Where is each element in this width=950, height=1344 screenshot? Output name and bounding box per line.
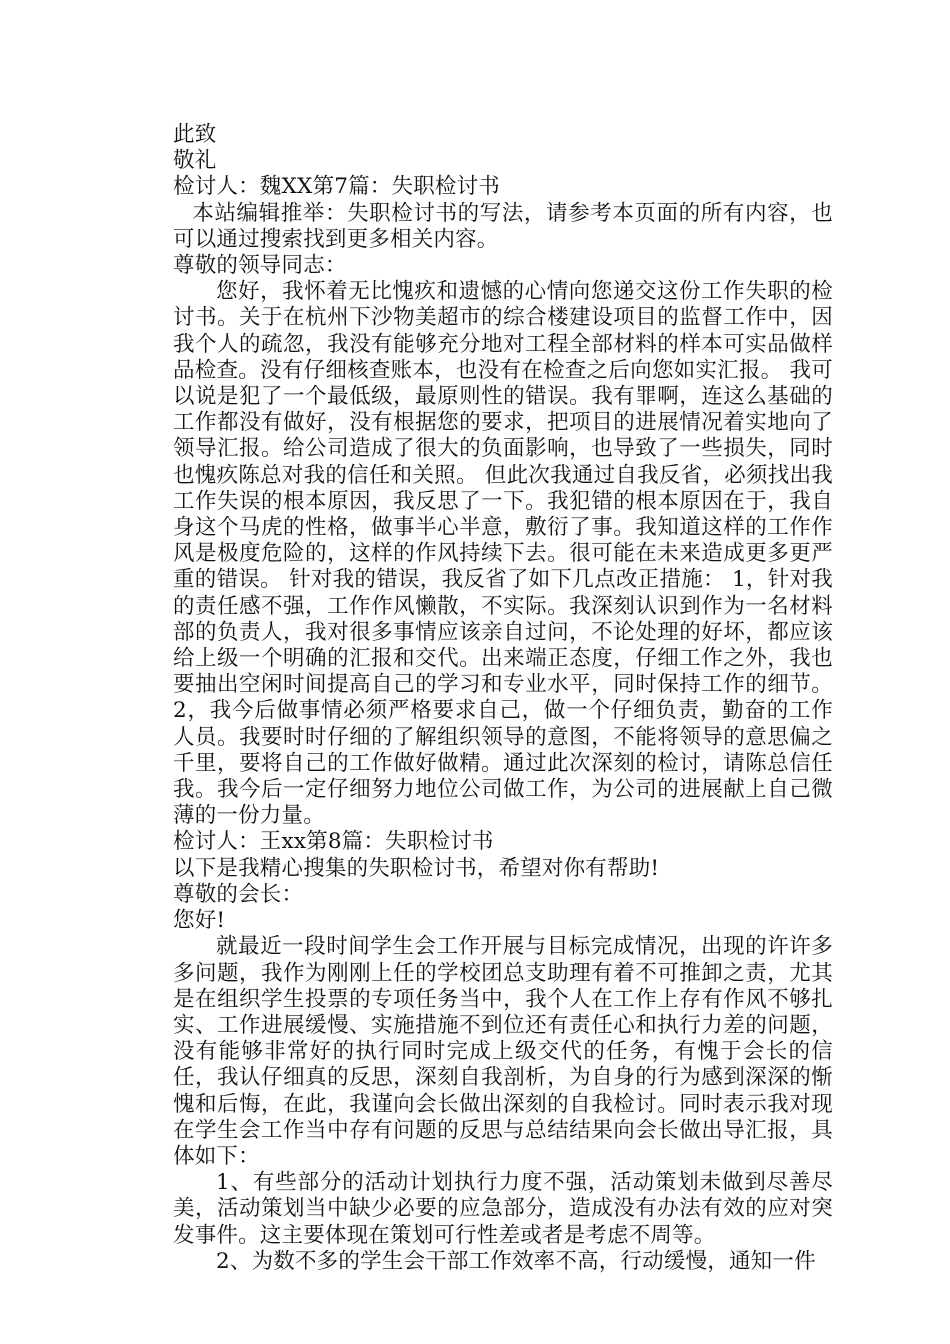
greeting-leader: 尊敬的领导同志： bbox=[173, 253, 347, 279]
document-body bbox=[173, 122, 833, 1275]
closing-line: 此致 bbox=[173, 122, 217, 147]
list-item-1: 1、有些部分的活动计划执行力度不强，活动策划未做到尽善尽美，活动策划当中缺少必要的应急部分，造成没有办法有效的应对突发事件。这主要体现在策划可行性差或者是考虑不周等。 bbox=[173, 1170, 833, 1248]
section-heading-7: 检讨人：魏XX第7篇：失职检讨书 bbox=[173, 174, 500, 200]
section-heading-8: 检讨人：王xx第8篇：失职检讨书 bbox=[173, 829, 494, 855]
greeting-president: 尊敬的会长： bbox=[173, 881, 304, 907]
salute-line: 敬礼 bbox=[173, 148, 217, 174]
editor-recommendation: 本站编辑推举：失职检讨书的写法，请参考本页面的所有内容，也可以通过搜索找到更多相关内容。 bbox=[173, 200, 833, 252]
letter-body-2: 就最近一段时间学生会工作开展与目标完成情况，出现的许许多多问题，我作为刚刚上任的学校团总支助理有着不可推卸之责，尤其是在组织学生投票的专项任务当中，我个人在工作上存有作风不够扎实、工作进展缓慢、实施措施不到位还有责任心和执行力差的问题，没有能够非常好的执行同时完成上级交代的任务，有愧于会长的信任，我认仔细真的反思，深刻自我剖析，为自身的行为感到深深的惭愧和后悔，在此，我谨向会长做出深刻的自我检讨。同时表示我对现在学生会工作当中存有问题的反思与总结结果向会长做出导汇报，具体如下： bbox=[173, 934, 833, 1169]
list-item-2: 2、为数不多的学生会干部工作效率不高，行动缓慢，通知一件 bbox=[216, 1248, 816, 1274]
intro-paragraph: 以下是我精心搜集的失职检讨书，希望对你有帮助! bbox=[173, 855, 660, 881]
letter-body-1: 您好，我怀着无比愧疚和遗憾的心情向您递交这份工作失职的检讨书。关于在杭州下沙物美超市的综合楼建设项目的监督工作中，因我个人的疏忽，我没有能够充分地对工程全部材料的样本可实品做样品检查。没有仔细核查账本，也没有在检查之后向您如实汇报。 我可以说是犯了一个最低级，最原则性的错误。我有罪啊，连这么基础的工作都没有做好，没有根据您的要求，把项目的进展情况着实地向了领导汇报。给公司造成了很大的负面影响，也导致了一些损失，同时也愧疚陈总对我的信任和关照。 但此次我通过自我反省，必须找出我工作失误的根本原因，我反思了一下。我犯错的根本原因在于，我自身这个马虎的性格，做事半心半意，敷衍了事。我知道这样的工作作风是极度危险的，这样的作风持续下去。很可能在未来造成更多更严重的错误。 针对我的错误，我反省了如下几点改正措施： 1，针对我的责任感不强，工作作风懒散，不实际。我深刻认识到作为一名材料部的负责人，我对很多事情应该亲自过问，不论处理的好坏，都应该给上级一个明确的汇报和交代。出来端正态度，仔细工作之外，我也要抽出空闲时间提高自己的学习和专业水平，同时保持工作的细节。 2，我今后做事情必须严格要求自己，做一个仔细负责，勤奋的工作人员。我要时时仔细的了解组织领导的意图，不能将领导的意思偏之千里，要将自己的工作做好做精。通过此次深刻的检讨，请陈总信任我。我今后一定仔细努力地位公司做工作，为公司的进展献上自己微薄的一份力量。 bbox=[173, 279, 833, 829]
hello-line: 您好! bbox=[173, 908, 226, 934]
